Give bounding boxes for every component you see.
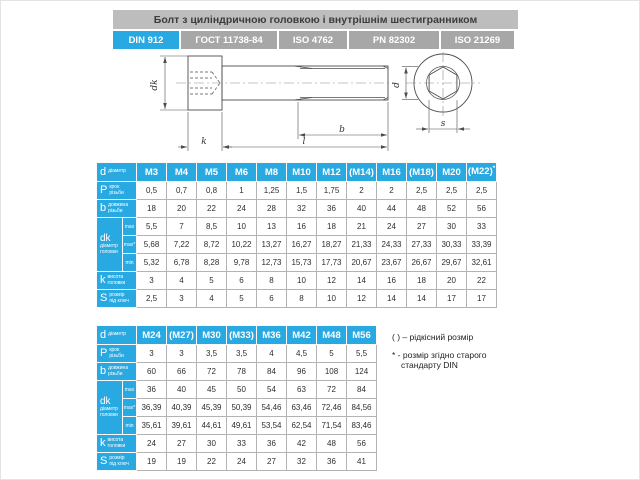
value-cell: 2,5 [437,182,467,200]
value-cell: 7,22 [167,236,197,254]
value-cell: 30 [197,435,227,453]
value-cell: 15,73 [287,254,317,272]
value-cell: 24 [227,200,257,218]
value-cell: 24 [227,453,257,471]
value-cell: 2 [377,182,407,200]
standard-pn-82302: PN 82302 [349,31,439,49]
value-cell: 8 [287,290,317,308]
value-cell: 10 [317,290,347,308]
size-header: M36 [257,326,287,345]
value-cell: 78 [227,363,257,381]
value-cell: 0,5 [137,182,167,200]
value-cell: 84 [347,381,377,399]
value-cell: 3 [167,345,197,363]
side-view-dimensions [160,56,388,151]
value-cell: 1,75 [317,182,347,200]
value-cell: 8,5 [197,218,227,236]
footnotes [392,332,532,378]
value-cell: 71,54 [317,417,347,435]
value-cell: 40 [347,200,377,218]
standard-гост-11738-84: ГОСТ 11738-84 [181,31,277,49]
size-header: M20 [437,163,467,182]
value-cell: 5 [317,345,347,363]
value-cell: 3,5 [227,345,257,363]
row-symbol: P [100,184,108,196]
value-cell: 60 [137,363,167,381]
size-header: M30 [197,326,227,345]
row-symbol: b [100,365,107,377]
size-header: M42 [287,326,317,345]
row-description: розмір під ключ [109,455,129,467]
value-cell: 45,39 [197,399,227,417]
size-header: M24 [137,326,167,345]
value-cell: 21,33 [347,236,377,254]
bolt-side-view [176,56,396,110]
row-symbol: dk [100,233,111,244]
value-cell: 2,5 [467,182,497,200]
value-cell: 54 [257,381,287,399]
value-cell: 2 [347,182,377,200]
value-cell: 62,54 [287,417,317,435]
value-cell: 5,5 [347,345,377,363]
value-cell: 4,5 [287,345,317,363]
value-cell: 6,78 [167,254,197,272]
value-cell: 40,39 [167,399,197,417]
value-cell: 22 [197,453,227,471]
value-cell: 0,7 [167,182,197,200]
value-cell: 66 [167,363,197,381]
value-cell: 42 [287,435,317,453]
value-cell: 56 [347,435,377,453]
value-cell: 33 [467,218,497,236]
value-cell: 20 [167,200,197,218]
row-description: діаметр [108,331,127,338]
value-cell: 5 [227,290,257,308]
value-cell: 32 [287,453,317,471]
size-header: (M18) [407,163,437,182]
value-cell: 8,28 [197,254,227,272]
row-symbol: k [100,437,106,449]
value-cell: 52 [437,200,467,218]
value-cell: 72 [197,363,227,381]
row-label-k [97,272,137,290]
value-cell: 6 [227,272,257,290]
value-cell: 14 [407,290,437,308]
row-label-b [97,363,137,381]
value-cell: 8 [257,272,287,290]
row-symbol: dk [100,396,111,407]
value-cell: 39,61 [167,417,197,435]
value-cell: 3 [137,272,167,290]
value-cell: 32 [287,200,317,218]
dim-label-s: s [440,119,446,129]
dim-label-dk: dk [150,79,160,91]
spec-table [96,162,497,308]
dim-label-b: b [339,125,345,135]
value-cell: 3,5 [197,345,227,363]
value-cell: 20 [437,272,467,290]
value-cell: 33 [227,435,257,453]
row-label-s [97,453,137,471]
value-cell: 2,5 [407,182,437,200]
value-cell: 5,68 [137,236,167,254]
value-cell: 14 [347,272,377,290]
value-cell: 84,56 [347,399,377,417]
row-sublabel-min: min [123,254,137,272]
size-header: M56 [347,326,377,345]
standard-iso-4762: ISO 4762 [279,31,347,49]
value-cell: 63,46 [287,399,317,417]
end-view-dimensions [402,67,470,134]
row-label-d [97,163,137,182]
value-cell: 1 [227,182,257,200]
value-cell: 53,54 [257,417,287,435]
value-cell: 49,61 [227,417,257,435]
value-cell: 50,39 [227,399,257,417]
value-cell: 124 [347,363,377,381]
value-cell: 96 [287,363,317,381]
footnote-rare-size: ( ) – рідкісний розмір [392,332,474,342]
size-header: M10 [287,163,317,182]
size-header: (M27) [167,326,197,345]
value-cell: 30,33 [437,236,467,254]
row-description: діаметр [108,168,127,175]
value-cell: 21 [347,218,377,236]
value-cell: 0,8 [197,182,227,200]
value-cell: 41 [347,453,377,471]
value-cell: 48 [317,435,347,453]
value-cell: 17,73 [317,254,347,272]
row-label-dk [97,381,123,435]
value-cell: 45 [197,381,227,399]
value-cell: 5 [197,272,227,290]
row-label-dk [97,218,123,272]
row-symbol: S [100,292,108,304]
value-cell: 3 [167,290,197,308]
value-cell: 22 [197,200,227,218]
value-cell: 83,46 [347,417,377,435]
row-label-p [97,345,137,363]
value-cell: 13,27 [257,236,287,254]
row-label-k [97,435,137,453]
value-cell: 36 [137,381,167,399]
value-cell: 32,61 [467,254,497,272]
value-cell: 1,25 [257,182,287,200]
standard-din-912: DIN 912 [113,31,179,49]
value-cell: 72,46 [317,399,347,417]
row-symbol: d [100,165,107,178]
value-cell: 4 [167,272,197,290]
standards-row [113,31,518,49]
value-cell: 7 [167,218,197,236]
value-cell: 108 [317,363,347,381]
value-cell: 40 [167,381,197,399]
value-cell: 14 [377,290,407,308]
row-symbol: k [100,274,106,286]
value-cell: 3 [137,345,167,363]
value-cell: 72 [317,381,347,399]
row-sublabel-min: min [123,417,137,435]
value-cell: 17 [437,290,467,308]
row-symbol: P [100,347,108,359]
row-description: крок різьби [109,347,124,359]
value-cell: 28 [257,200,287,218]
size-header: M8 [257,163,287,182]
value-cell: 84 [257,363,287,381]
value-cell: 6 [257,290,287,308]
value-cell: 12 [317,272,347,290]
value-cell: 30 [437,218,467,236]
dimensions-table-m3-m22 [96,162,497,308]
bolt-drawing-svg [100,52,490,160]
value-cell: 8,72 [197,236,227,254]
row-symbol: b [100,202,107,214]
value-cell: 10 [227,218,257,236]
value-cell: 48 [407,200,437,218]
row-label-d [97,326,137,345]
row-label-p [97,182,137,200]
value-cell: 18,27 [317,236,347,254]
value-cell: 29,67 [437,254,467,272]
row-description: діаметр головки [100,406,118,418]
row-description: довжина різьби [108,365,129,377]
value-cell: 19 [167,453,197,471]
value-cell: 44,61 [197,417,227,435]
row-description: висота головки [107,274,126,286]
value-cell: 10,22 [227,236,257,254]
size-header: M4 [167,163,197,182]
bolt-end-view [406,52,480,116]
value-cell: 36 [317,453,347,471]
row-sublabel-max: max [123,218,137,236]
size-header: M6 [227,163,257,182]
page-title: Болт з циліндричною головкою і внутрішнім шестигранником [113,10,518,29]
value-cell: 23,67 [377,254,407,272]
value-cell: 27 [167,435,197,453]
value-cell: 44 [377,200,407,218]
row-symbol: S [100,455,108,467]
value-cell: 1,5 [287,182,317,200]
size-header: (M22)* [467,163,497,182]
size-header: (M33) [227,326,257,345]
size-header: (M14) [347,163,377,182]
value-cell: 33,39 [467,236,497,254]
value-cell: 54,46 [257,399,287,417]
value-cell: 36,39 [137,399,167,417]
row-sublabel-maxstar: max* [123,236,137,254]
row-description: розмір під ключ [109,292,129,304]
value-cell: 4 [257,345,287,363]
value-cell: 5,32 [137,254,167,272]
value-cell: 16 [287,218,317,236]
spec-table [96,325,377,471]
footnote-old-din: * - розмір згідно старого стандарту DIN [392,350,487,370]
value-cell: 17 [467,290,497,308]
value-cell: 2,5 [137,290,167,308]
size-header: M48 [317,326,347,345]
row-description: довжина різьби [108,202,129,214]
row-description: крок різьби [109,184,124,196]
row-sublabel-max: max [123,381,137,399]
row-label-s [97,290,137,308]
row-description: висота головки [107,437,126,449]
value-cell: 22 [467,272,497,290]
value-cell: 24,33 [377,236,407,254]
value-cell: 27,33 [407,236,437,254]
value-cell: 63 [287,381,317,399]
value-cell: 18 [137,200,167,218]
value-cell: 5,5 [137,218,167,236]
value-cell: 27 [407,218,437,236]
dim-label-k: k [201,137,207,147]
size-header: M5 [197,163,227,182]
value-cell: 16 [377,272,407,290]
size-header: M3 [137,163,167,182]
size-header: M12 [317,163,347,182]
row-label-b [97,200,137,218]
value-cell: 12 [347,290,377,308]
value-cell: 36 [317,200,347,218]
value-cell: 35,61 [137,417,167,435]
dim-label-d: d [392,82,402,88]
value-cell: 10 [287,272,317,290]
value-cell: 19 [137,453,167,471]
technical-drawing [100,52,490,160]
value-cell: 36 [257,435,287,453]
row-sublabel-maxstar: max* [123,399,137,417]
value-cell: 13 [257,218,287,236]
size-footnote-mark: * [492,166,496,173]
value-cell: 27 [257,453,287,471]
value-cell: 26,67 [407,254,437,272]
value-cell: 20,67 [347,254,377,272]
value-cell: 4 [197,290,227,308]
value-cell: 24 [377,218,407,236]
value-cell: 16,27 [287,236,317,254]
row-symbol: d [100,328,107,341]
dim-label-l: l [302,137,306,147]
value-cell: 12,73 [257,254,287,272]
value-cell: 50 [227,381,257,399]
row-description: діаметр головки [100,243,118,255]
value-cell: 18 [317,218,347,236]
standard-iso-21269: ISO 21269 [441,31,514,49]
value-cell: 9,78 [227,254,257,272]
value-cell: 24 [137,435,167,453]
value-cell: 56 [467,200,497,218]
value-cell: 18 [407,272,437,290]
size-header: M16 [377,163,407,182]
dimensions-table-m24-m56 [96,325,377,471]
